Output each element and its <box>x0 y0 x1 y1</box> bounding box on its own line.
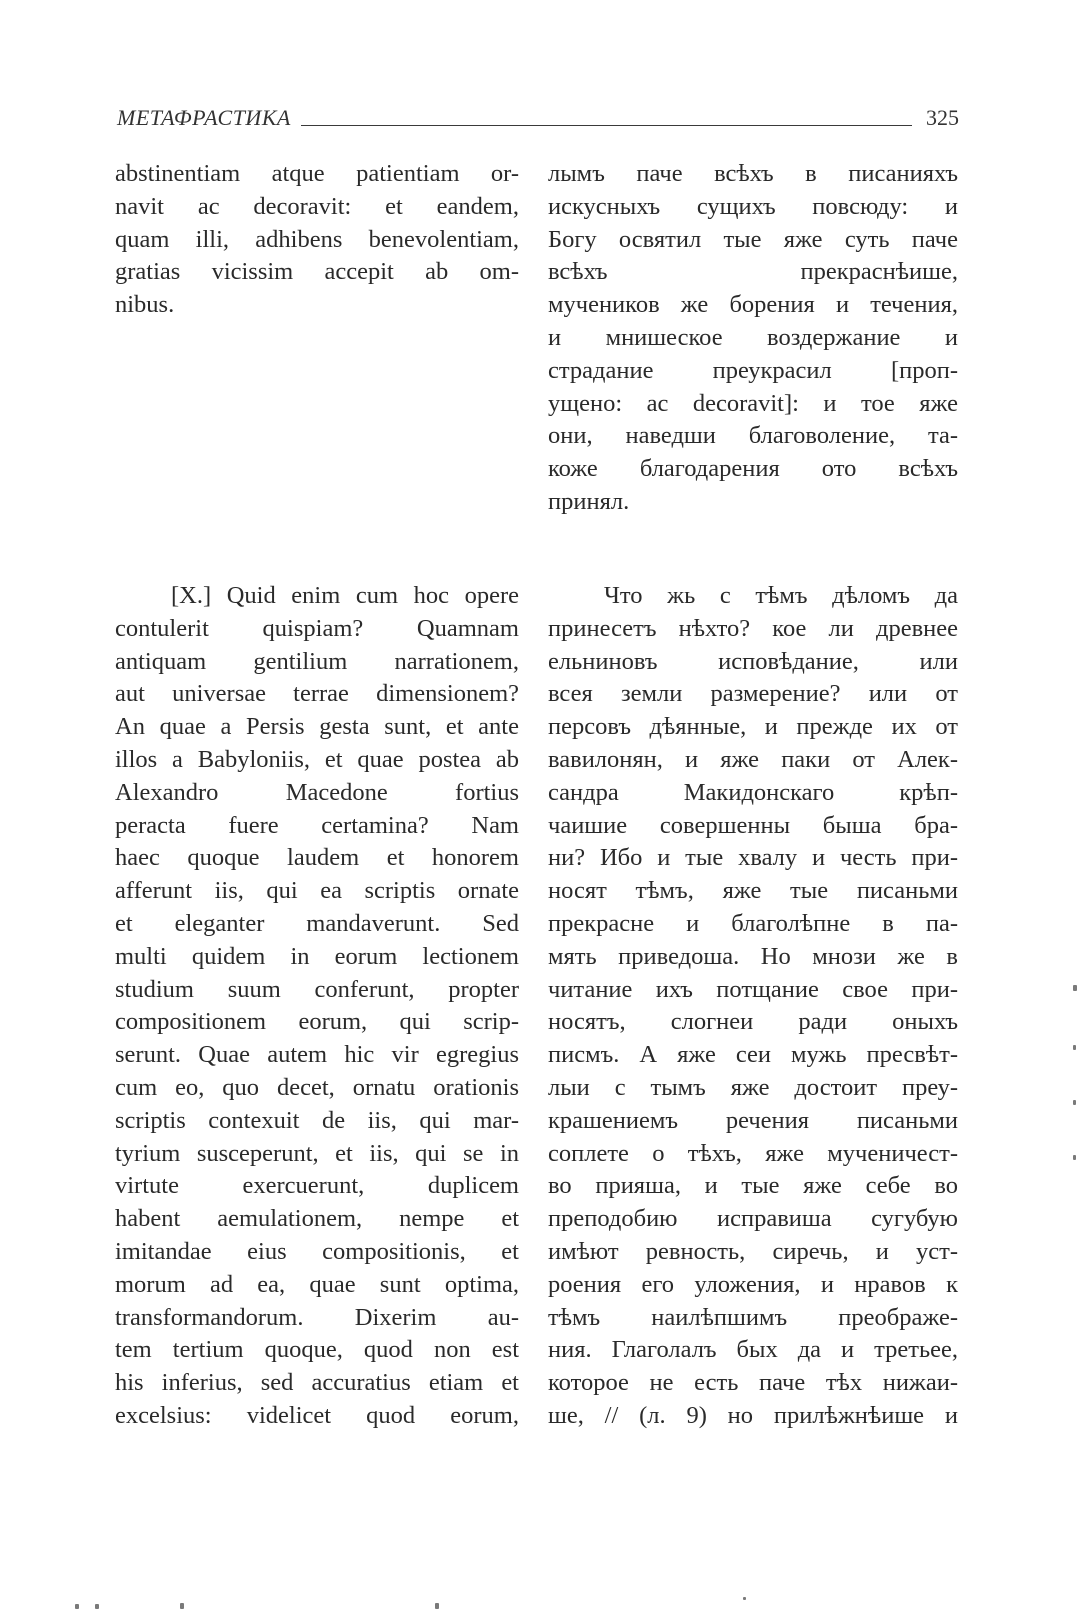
text-line: abstinentiam atque patientiam or- <box>115 160 519 187</box>
text-line: tyrium susceperunt, et iis, qui se in <box>115 1139 519 1167</box>
text-line: [X.] Quid enim cum hoc opere <box>171 582 519 609</box>
text-line: вавилонян, и яже паки от Алек- <box>548 745 958 773</box>
text-line: antiquam gentilium narrationem, <box>115 647 519 675</box>
page-number: 325 <box>926 105 959 130</box>
scan-speck <box>1073 1100 1076 1105</box>
running-head-title: МЕТАФРАСТИКА <box>117 105 291 130</box>
scan-speck <box>435 1603 439 1609</box>
scan-speck <box>1073 1155 1076 1160</box>
running-head <box>117 98 959 132</box>
text-line: которое не есть паче тѣх нижаи- <box>548 1369 958 1397</box>
text-line: quam illi, adhibens benevolentiam, <box>115 225 519 253</box>
text-line: носят тѣмъ, яже тые писаньми <box>548 877 958 905</box>
text-line: тѣмъ наилѣпшимъ преображе- <box>548 1303 958 1331</box>
scan-speck <box>75 1604 79 1609</box>
text-line: habent aemulationem, nempe et <box>115 1205 519 1233</box>
text-line: An quae a Persis gesta sunt, et ante <box>115 713 519 741</box>
text-line: мять приведоша. Но мнози же в <box>548 942 958 970</box>
text-line: страдание преукрасил [проп- <box>548 356 958 384</box>
text-line: ше, // (л. 9) но прилѣжнѣише и <box>548 1401 958 1429</box>
text-line: всея земли размерение? или от <box>548 680 958 708</box>
text-line: ельниновъ исповѣдание, или <box>548 647 958 675</box>
text-line: nibus. <box>115 291 175 319</box>
text-line: искусныхъ сущихъ повсюду: и <box>548 192 958 220</box>
text-line: роения его уложения, и нравов к <box>548 1270 958 1298</box>
text-line: принял. <box>548 487 630 515</box>
text-line: крашениемъ речения писаньми <box>548 1106 958 1134</box>
text-line: multi quidem in eorum lectionem <box>115 942 519 970</box>
scan-speck <box>180 1603 184 1609</box>
text-line: compositionem eorum, qui scrip- <box>115 1008 519 1036</box>
scan-speck <box>95 1604 99 1609</box>
text-line: aut universae terrae dimensionem? <box>115 680 519 708</box>
text-line: всѣхъ прекраснѣише, <box>548 258 958 286</box>
text-line: contulerit quispiam? Quamnam <box>115 614 519 642</box>
text-line: мучеников же борения и течения, <box>548 291 958 319</box>
text-line: преподобию исправиша сугубую <box>548 1205 958 1233</box>
text-line: illos a Babyloniis, et quae postea ab <box>115 745 519 773</box>
text-line: лыи с тымъ яже достоит преу- <box>548 1073 958 1101</box>
text-line: сандра Макидонскаго крѣп- <box>548 778 958 806</box>
russian-column-block-2 <box>548 580 958 1433</box>
scan-speck <box>1073 985 1077 991</box>
scan-speck <box>1073 1045 1076 1050</box>
text-line: коже благодарения ото всѣхъ <box>548 455 958 483</box>
text-line: Alexandro Macedone fortius <box>115 778 519 806</box>
text-line: gratias vicissim accepit ab om- <box>115 258 519 286</box>
text-line: afferunt iis, qui ea scriptis ornate <box>115 877 519 905</box>
text-line: excelsius: videlicet quod eorum, <box>115 1401 519 1429</box>
text-line: tem tertium quoque, quod non est <box>115 1336 519 1364</box>
text-line: лымъ паче всѣхъ в писанияхъ <box>548 160 958 187</box>
text-line: прекрасне и благолѣпне в па- <box>548 909 958 937</box>
text-line: соплете о тѣхъ, яже мученичест- <box>548 1139 958 1167</box>
russian-column-block-1 <box>548 158 958 519</box>
text-line: и мнишеское воздержание и <box>548 323 958 351</box>
text-line: ни? Ибо и тые хвалу и честь при- <box>548 844 958 872</box>
text-line: они, наведши благоволение, та- <box>548 422 958 450</box>
text-line: virtute exercuerunt, duplicem <box>115 1172 519 1200</box>
latin-column-block-1 <box>115 158 519 322</box>
text-line: имѣют ревность, сиречь, и уст- <box>548 1237 958 1265</box>
text-line: cum eo, quo decet, ornatu orationis <box>115 1073 519 1101</box>
text-line: haec quoque laudem et honorem <box>115 844 519 872</box>
text-line: Что жь с тѣмъ дѣломъ да <box>604 582 958 609</box>
scan-speck <box>743 1597 746 1600</box>
text-line: во прияша, и тые яже себе во <box>548 1172 958 1200</box>
text-line: Богу освятил тые яже суть паче <box>548 225 958 253</box>
text-line: peracta fuere certamina? Nam <box>115 811 519 839</box>
text-line: ущено: ac decoravit]: и тое яже <box>548 389 958 417</box>
text-line: imitandae eius compositionis, et <box>115 1237 519 1265</box>
text-line: принесетъ нѣхто? кое ли древнее <box>548 614 958 642</box>
text-line: studium suum conferunt, propter <box>115 975 519 1003</box>
text-line: писмъ. А яже сеи мужь пресвѣт- <box>548 1041 958 1069</box>
text-line: navit ac decoravit: et eandem, <box>115 192 519 220</box>
text-line: носятъ, слогнеи ради оныхъ <box>548 1008 958 1036</box>
text-line: transformandorum. Dixerim au- <box>115 1303 519 1331</box>
text-line: morum ad ea, quae sunt optima, <box>115 1270 519 1298</box>
text-line: ния. Глаголалъ бых да и третьее, <box>548 1336 958 1364</box>
text-line: scriptis contexuit de iis, qui mar- <box>115 1106 519 1134</box>
text-line: his inferius, sed accuratius etiam et <box>115 1369 519 1397</box>
text-line: читание ихъ потщание свое при- <box>548 975 958 1003</box>
text-line: et eleganter mandaverunt. Sed <box>115 909 519 937</box>
text-line: serunt. Quae autem hic vir egregius <box>115 1041 519 1069</box>
latin-column-block-2 <box>115 580 519 1433</box>
header-rule <box>301 125 912 126</box>
text-line: чаишие совершенны быша бра- <box>548 811 958 839</box>
text-line: персовъ дѣянные, и прежде их от <box>548 713 958 741</box>
